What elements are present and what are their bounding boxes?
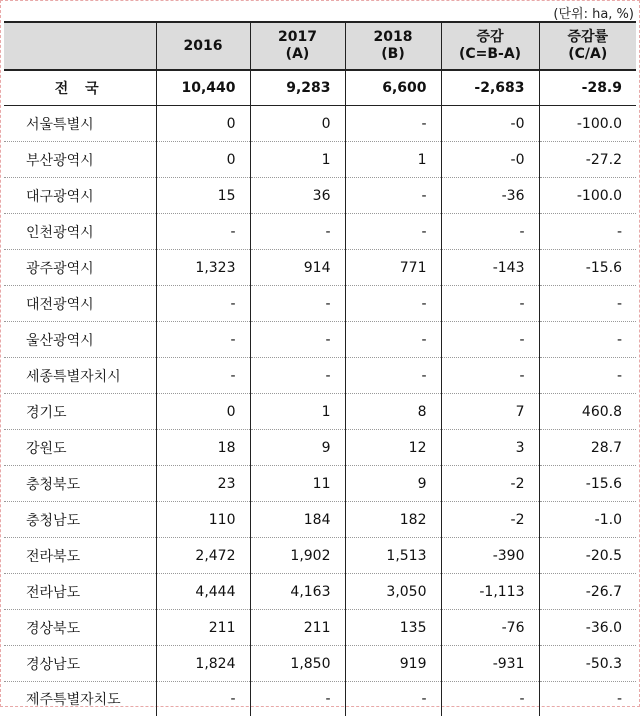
v2018-cell: 9: [345, 466, 441, 502]
v2017-cell: -: [250, 682, 345, 716]
table-row: [4, 286, 636, 322]
region-cell: 경상북도: [4, 610, 156, 646]
v2018-cell: 3,050: [345, 574, 441, 610]
table-row: [4, 574, 636, 610]
v2018-cell: 8: [345, 394, 441, 430]
rate-cell: -100.0: [539, 178, 636, 214]
v2016-cell: 2,472: [156, 538, 250, 574]
rate-cell: -26.7: [539, 574, 636, 610]
change-cell: -390: [441, 538, 539, 574]
v2018-cell: 771: [345, 250, 441, 286]
region-cell: 광주광역시: [4, 250, 156, 286]
header-rate-label: 증감률: [540, 29, 637, 46]
rate-cell: -1.0: [539, 502, 636, 538]
v2016-cell: 15: [156, 178, 250, 214]
region-cell: 전라북도: [4, 538, 156, 574]
v2017-cell: -: [250, 214, 345, 250]
v2017-cell: 1,902: [250, 538, 345, 574]
table-row: [4, 682, 636, 716]
change-cell: 3: [441, 430, 539, 466]
rate-cell: -: [539, 682, 636, 716]
region-cell: 인천광역시: [4, 214, 156, 250]
v2017-cell: 184: [250, 502, 345, 538]
v2018-cell: -: [345, 178, 441, 214]
region-cell: 대전광역시: [4, 286, 156, 322]
v2016-cell: 1,323: [156, 250, 250, 286]
v2017-cell: 1: [250, 394, 345, 430]
change-cell: -: [441, 358, 539, 394]
v2016-cell: 23: [156, 466, 250, 502]
rate-cell: -36.0: [539, 610, 636, 646]
v2018-cell: 1: [345, 142, 441, 178]
header-2018-sub: (B): [346, 46, 441, 63]
header-change-label: 증감: [442, 29, 539, 46]
change-cell: -2: [441, 466, 539, 502]
header-2016-label: 2016: [184, 38, 223, 54]
table-row: [4, 502, 636, 538]
header-row: [4, 22, 636, 70]
v2016-cell: 18: [156, 430, 250, 466]
change-cell: -76: [441, 610, 539, 646]
change-cell: -: [441, 214, 539, 250]
v2017-cell: 4,163: [250, 574, 345, 610]
change-cell: -2: [441, 502, 539, 538]
v2017-cell: 9,283: [250, 70, 345, 106]
header-change-sub: (C=B-A): [442, 46, 539, 63]
change-cell: 7: [441, 394, 539, 430]
v2016-cell: 110: [156, 502, 250, 538]
region-cell: 부산광역시: [4, 142, 156, 178]
v2018-cell: 135: [345, 610, 441, 646]
region-cell: 충청북도: [4, 466, 156, 502]
v2017-cell: -: [250, 286, 345, 322]
change-cell: -0: [441, 142, 539, 178]
table-row: [4, 646, 636, 682]
v2017-cell: -: [250, 358, 345, 394]
v2018-cell: 12: [345, 430, 441, 466]
change-cell: -143: [441, 250, 539, 286]
v2018-cell: 6,600: [345, 70, 441, 106]
rate-cell: -15.6: [539, 250, 636, 286]
region-cell: 전라남도: [4, 574, 156, 610]
header-2017-sub: (A): [251, 46, 345, 63]
region-cell: 서울특별시: [4, 106, 156, 142]
header-2017-label: 2017: [251, 29, 345, 46]
v2016-cell: -: [156, 358, 250, 394]
rate-cell: 460.8: [539, 394, 636, 430]
region-cell: 울산광역시: [4, 322, 156, 358]
change-cell: -: [441, 682, 539, 716]
v2017-cell: -: [250, 322, 345, 358]
v2017-cell: 1,850: [250, 646, 345, 682]
v2016-cell: -: [156, 286, 250, 322]
change-cell: -0: [441, 106, 539, 142]
rate-cell: -50.3: [539, 646, 636, 682]
region-cell: 경기도: [4, 394, 156, 430]
v2017-cell: 914: [250, 250, 345, 286]
header-region: [4, 22, 156, 70]
statistics-table: [4, 21, 636, 716]
table-row: [4, 322, 636, 358]
v2018-cell: -: [345, 106, 441, 142]
v2017-cell: 0: [250, 106, 345, 142]
table-row: [4, 610, 636, 646]
region-cell: 세종특별자치시: [4, 358, 156, 394]
table-row: [4, 430, 636, 466]
header-2016: [156, 22, 250, 70]
table-body: [4, 70, 636, 716]
v2016-cell: -: [156, 322, 250, 358]
v2017-cell: 11: [250, 466, 345, 502]
region-cell: 대구광역시: [4, 178, 156, 214]
v2016-cell: -: [156, 682, 250, 716]
table-row: [4, 250, 636, 286]
header-rate: [539, 22, 636, 70]
v2017-cell: 211: [250, 610, 345, 646]
v2017-cell: 36: [250, 178, 345, 214]
rate-cell: -: [539, 358, 636, 394]
header-2018: [345, 22, 441, 70]
rate-cell: -27.2: [539, 142, 636, 178]
v2016-cell: 1,824: [156, 646, 250, 682]
rate-cell: -: [539, 286, 636, 322]
v2016-cell: 0: [156, 394, 250, 430]
change-cell: -931: [441, 646, 539, 682]
v2018-cell: -: [345, 286, 441, 322]
region-cell: 경상남도: [4, 646, 156, 682]
change-cell: -1,113: [441, 574, 539, 610]
change-cell: -36: [441, 178, 539, 214]
header-rate-sub: (C/A): [540, 46, 637, 63]
table-row: [4, 358, 636, 394]
header-change: [441, 22, 539, 70]
v2016-cell: -: [156, 214, 250, 250]
v2016-cell: 0: [156, 106, 250, 142]
table-row: [4, 538, 636, 574]
region-cell: 전 국: [4, 70, 156, 106]
v2017-cell: 1: [250, 142, 345, 178]
v2018-cell: 919: [345, 646, 441, 682]
v2017-cell: 9: [250, 430, 345, 466]
rate-cell: -15.6: [539, 466, 636, 502]
v2018-cell: -: [345, 682, 441, 716]
table-row: [4, 106, 636, 142]
v2016-cell: 10,440: [156, 70, 250, 106]
change-cell: -: [441, 286, 539, 322]
rate-cell: -28.9: [539, 70, 636, 106]
v2018-cell: 1,513: [345, 538, 441, 574]
v2016-cell: 0: [156, 142, 250, 178]
table-row: [4, 142, 636, 178]
v2018-cell: 182: [345, 502, 441, 538]
rate-cell: -: [539, 214, 636, 250]
region-cell: 제주특별자치도: [4, 682, 156, 716]
total-row: [4, 70, 636, 106]
unit-label: (단위: ha, %): [553, 3, 634, 22]
rate-cell: -20.5: [539, 538, 636, 574]
rate-cell: -: [539, 322, 636, 358]
rate-cell: 28.7: [539, 430, 636, 466]
v2018-cell: -: [345, 322, 441, 358]
header-2018-label: 2018: [346, 29, 441, 46]
table-row: [4, 214, 636, 250]
v2018-cell: -: [345, 358, 441, 394]
rate-cell: -100.0: [539, 106, 636, 142]
region-cell: 강원도: [4, 430, 156, 466]
table-row: [4, 178, 636, 214]
v2018-cell: -: [345, 214, 441, 250]
table-row: [4, 394, 636, 430]
v2016-cell: 211: [156, 610, 250, 646]
change-cell: -2,683: [441, 70, 539, 106]
change-cell: -: [441, 322, 539, 358]
table-row: [4, 466, 636, 502]
region-cell: 충청남도: [4, 502, 156, 538]
v2016-cell: 4,444: [156, 574, 250, 610]
header-2017: [250, 22, 345, 70]
